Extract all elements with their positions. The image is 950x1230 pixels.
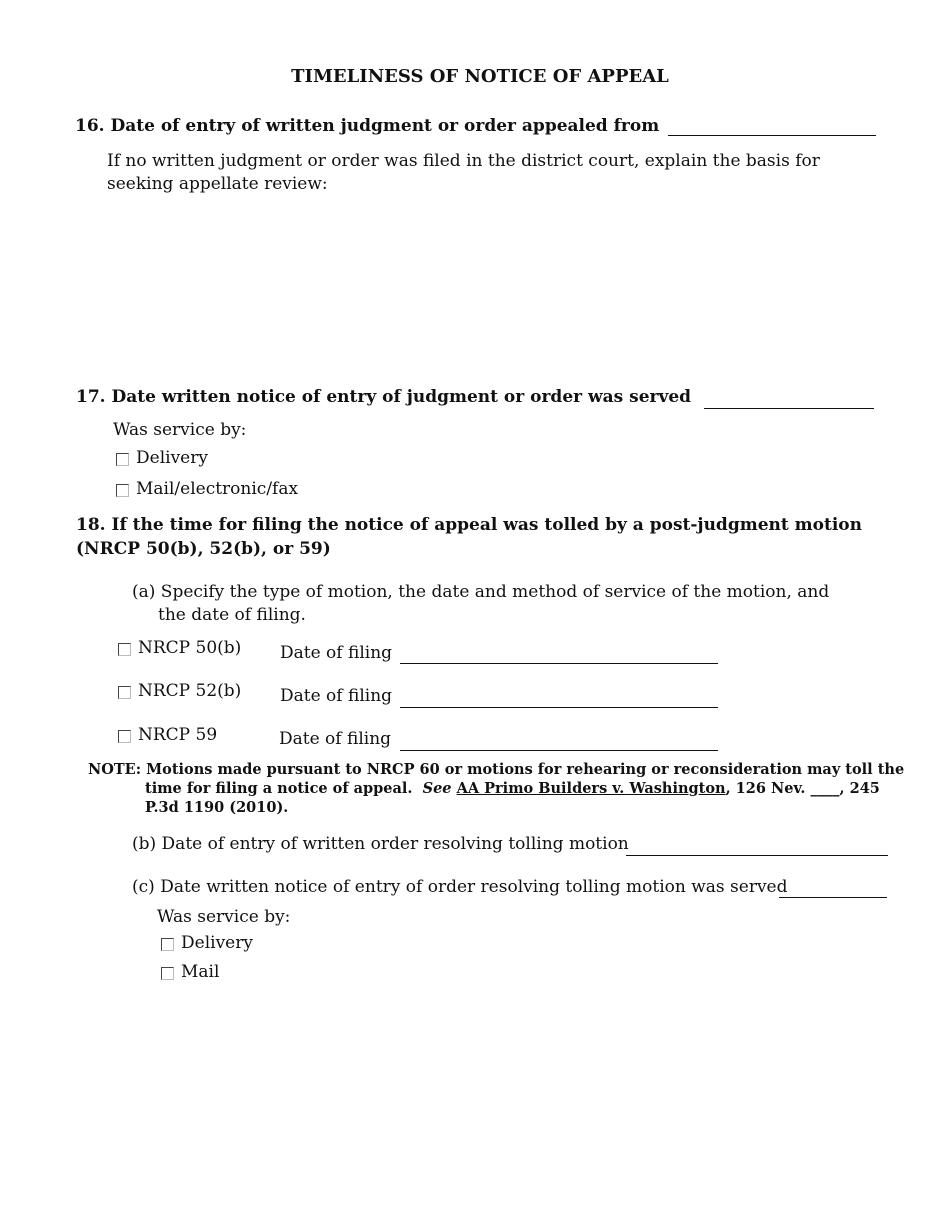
q16-date-field[interactable] [668,135,876,136]
note-case-name: AA Primo Builders v. Washington [456,780,726,797]
q16-explain-line2: seeking appellate review: [107,174,328,194]
nrcp-50b-label: NRCP 50(b) [138,638,242,658]
q18c-delivery-checkbox[interactable] [161,938,174,951]
q18-label-line1: 18. If the time for filing the notice of appeal was tolled by a post-judgment motion [76,515,862,535]
nrcp-52b-date-field[interactable] [400,707,718,708]
page-title: TIMELINESS OF NOTICE OF APPEAL [291,66,669,87]
date-of-filing-label: Date of filing [280,643,393,663]
note-text: time for filing a notice of appeal. [145,780,413,797]
q17-service-label: Was service by: [113,420,247,440]
q17-date-field[interactable] [704,408,874,409]
nrcp-50b-checkbox[interactable] [118,643,131,656]
q18c-mail-checkbox[interactable] [161,967,174,980]
q18-label-line2: (NRCP 50(b), 52(b), or 59) [76,539,331,559]
note-see: See [422,780,452,797]
q18a-line1: (a) Specify the type of motion, the date and method of service of the motion, and [132,582,830,602]
q18b-label: (b) Date of entry of written order resolving tolling motion [132,834,629,854]
note-line2 [145,780,880,797]
q17-delivery-checkbox[interactable] [116,453,129,466]
q18c-delivery-label: Delivery [181,933,253,953]
nrcp-50b-date-field[interactable] [400,663,718,664]
note-line1: NOTE: Motions made pursuant to NRCP 60 or motions for rehearing or reconsideration may toll the [88,761,905,778]
q17-label: 17. Date written notice of entry of judgment or order was served [76,387,692,407]
q18c-mail-label: Mail [181,962,220,982]
q16-explain-line1: If no written judgment or order was filed in the district court, explain the basis for [107,151,820,171]
q17-mail-label: Mail/electronic/fax [136,479,299,499]
q18a-line2: the date of filing. [158,605,306,625]
nrcp-52b-label: NRCP 52(b) [138,681,242,701]
q17-delivery-label: Delivery [136,448,208,468]
q17-mail-checkbox[interactable] [116,484,129,497]
q18c-label: (c) Date written notice of entry of order resolving tolling motion was served [132,877,788,897]
q16-label: 16. Date of entry of written judgment or order appealed from [75,116,660,136]
date-of-filing-label: Date of filing [280,686,393,706]
q18c-service-label: Was service by: [157,907,291,927]
q18c-date-field[interactable] [779,897,887,898]
nrcp-59-date-field[interactable] [400,750,718,751]
nrcp-59-checkbox[interactable] [118,730,131,743]
nrcp-59-label: NRCP 59 [138,725,218,745]
q16-explain-area[interactable] [107,200,877,370]
nrcp-52b-checkbox[interactable] [118,686,131,699]
date-of-filing-label: Date of filing [279,729,392,749]
note-citation: , 126 Nev. ____, 245 [725,780,880,797]
note-line3: P.3d 1190 (2010). [145,799,289,816]
q18b-date-field[interactable] [626,855,888,856]
